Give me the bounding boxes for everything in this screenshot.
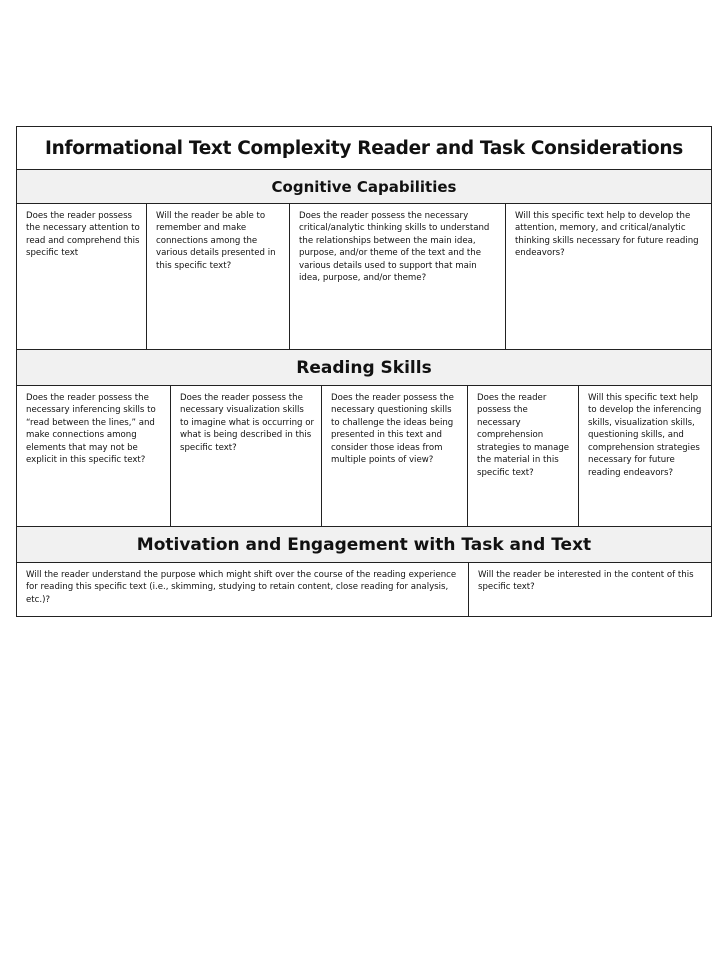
reading-cell-visualization: Does the reader possess the necessary visualization skills to imagine what is occurring or what is being described in this specific text? [170,386,321,526]
section-header-motivation [17,526,711,562]
cognitive-cell-memory: Will the reader be able to remember and make connections among the various details presented in this specific text? [146,204,289,349]
motivation-cell-purpose: Will the reader understand the purpose which might shift over the course of the reading experience for reading this specific text (i.e., skimming, studying to retain content, close reading for analysis, etc.)? [26,570,457,605]
section-label-cognitive: Cognitive Capabilities [271,177,457,196]
reading-cell-comprehension: Does the reader possess the necessary comprehension strategies to manage the material in this specific text? [467,386,578,526]
page-title: Informational Text Complexity Reader and Task Considerations [45,137,683,159]
cognitive-cell-attention: Does the reader possess the necessary attention to read and comprehend this specific text [26,211,140,259]
motivation-cell-interest: Will the reader be interested in the content of this specific text? [468,563,711,616]
motivation-row [17,562,711,616]
section-header-reading [17,349,711,385]
considerations-table [16,126,712,617]
reading-cell-future-development: Will this specific text help to develop the inferencing skills, visualization skills, questioning skills, and comprehension strategies necessary for future reading endeavors? [578,386,711,526]
cognitive-cell-future-development: Will this specific text help to develop the attention, memory, and critical/analytic thinking skills necessary for future reading endeavors? [505,204,711,349]
section-header-cognitive [17,169,711,203]
cognitive-row [17,203,711,349]
section-label-reading: Reading Skills [296,357,432,378]
reading-row [17,385,711,526]
section-label-motivation: Motivation and Engagement with Task and Text [136,534,592,555]
cognitive-cell-critical-thinking: Does the reader possess the necessary critical/analytic thinking skills to understand the relationships between the main idea, purpose, and/or theme of the text and the various details used to support that main idea, purpose, and/or theme? [289,204,505,349]
reading-cell-inferencing: Does the reader possess the necessary inferencing skills to “read between the lines,” and make connections among elements that may not be explicit in this specific text? [26,393,156,466]
title-row [17,127,711,169]
reading-cell-questioning: Does the reader possess the necessary questioning skills to challenge the ideas being presented in this text and consider those ideas from multiple points of view? [321,386,467,526]
